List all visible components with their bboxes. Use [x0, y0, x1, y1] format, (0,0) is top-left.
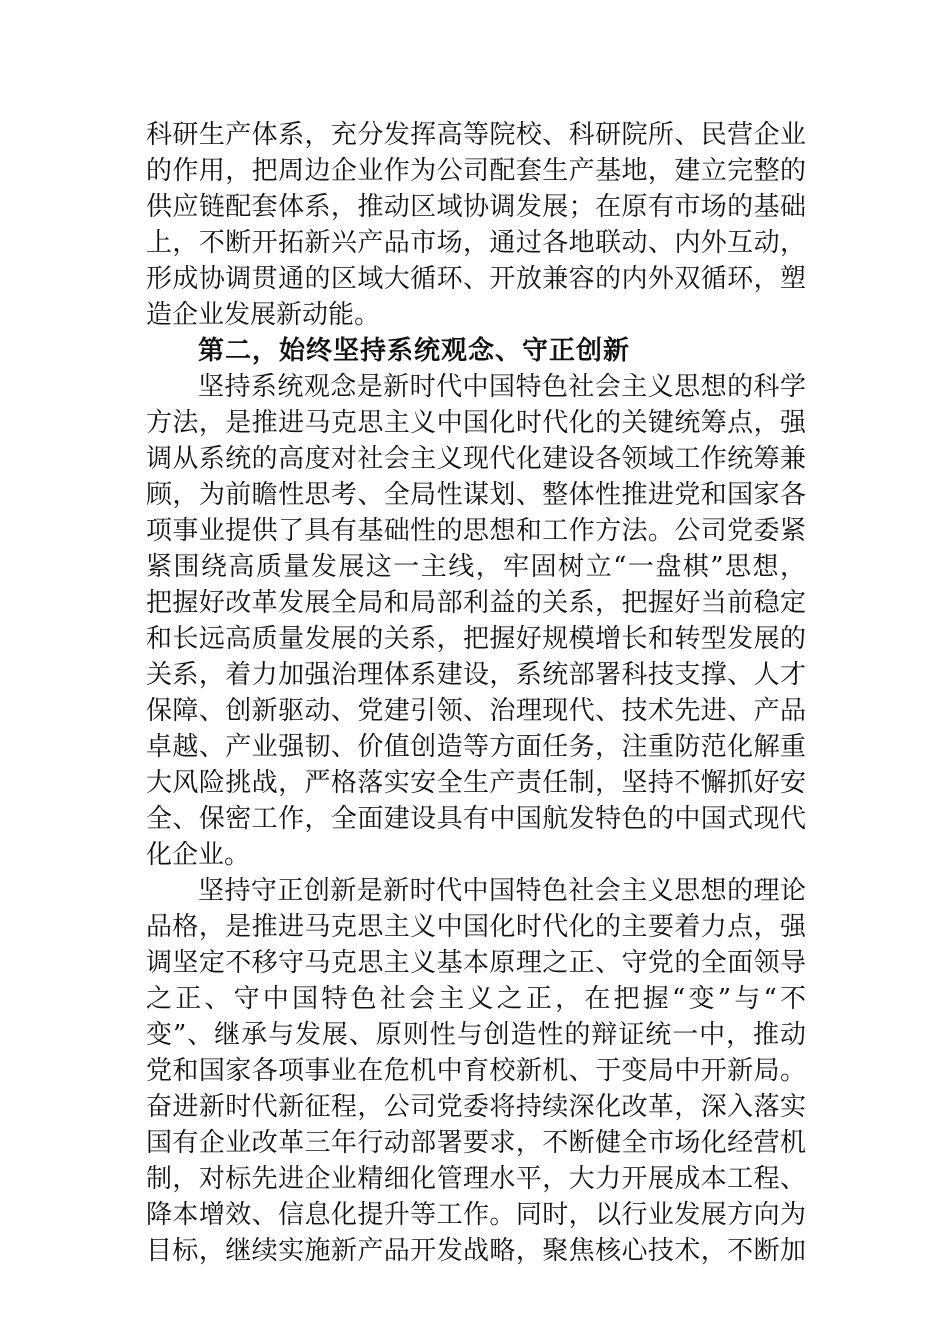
- paragraph-line: 方法，是推进马克思主义中国化时代化的关键统筹点，强: [146, 408, 806, 438]
- paragraph-line: 品格，是推进马克思主义中国化时代化的主要着力点，强: [146, 912, 806, 942]
- paragraph-first-line: 坚持守正创新是新时代中国特色社会主义思想的理论: [198, 876, 806, 906]
- paragraph-line: 科研生产体系，充分发挥高等院校、科研院所、民营企业: [146, 120, 806, 150]
- paragraph-line: 造企业发展新动能。: [146, 300, 381, 330]
- paragraph-line: 和长远高质量发展的关系，把握好规模增长和转型发展的: [146, 624, 806, 654]
- paragraph-line: 顾，为前瞻性思考、全局性谋划、整体性推进党和国家各: [146, 480, 806, 510]
- paragraph-first-line: 坚持系统观念是新时代中国特色社会主义思想的科学: [198, 372, 806, 402]
- paragraph-line: 紧围绕高质量发展这一主线，牢固树立“一盘棋”思想，: [146, 552, 806, 582]
- paragraph-line: 大风险挑战，严格落实安全生产责任制，坚持不懈抓好安: [146, 768, 806, 798]
- paragraph-line: 变”、继承与发展、原则性与创造性的辩证统一中，推动: [146, 1020, 806, 1050]
- paragraph-line: 卓越、产业强韧、价值创造等方面任务，注重防范化解重: [146, 732, 806, 762]
- paragraph-line: 调坚定不移守马克思主义基本原理之正、守党的全面领导: [146, 948, 806, 978]
- paragraph-line: 供应链配套体系，推动区域协调发展；在原有市场的基础: [146, 192, 806, 222]
- paragraph-line: 化企业。: [146, 840, 251, 870]
- paragraph-line: 降本增效、信息化提升等工作。同时，以行业发展方向为: [146, 1200, 806, 1230]
- paragraph-line: 目标，继续实施新产品开发战略，聚焦核心技术，不断加: [146, 1236, 806, 1266]
- paragraph-line: 项事业提供了具有基础性的思想和工作方法。公司党委紧: [146, 516, 806, 546]
- paragraph-line: 形成协调贯通的区域大循环、开放兼容的内外双循环，塑: [146, 264, 806, 294]
- paragraph-line: 调从系统的高度对社会主义现代化建设各领域工作统筹兼: [146, 444, 806, 474]
- paragraph-line: 保障、创新驱动、党建引领、治理现代、技术先进、产品: [146, 696, 806, 726]
- paragraph-line: 制，对标先进企业精细化管理水平，大力开展成本工程、: [146, 1164, 806, 1194]
- section-heading: 第二，始终坚持系统观念、守正创新: [198, 336, 631, 366]
- paragraph-line: 奋进新时代新征程，公司党委将持续深化改革，深入落实: [146, 1092, 806, 1122]
- paragraph-line: 的作用，把周边企业作为公司配套生产基地，建立完整的: [146, 156, 806, 186]
- paragraph-line: 把握好改革发展全局和局部利益的关系，把握好当前稳定: [146, 588, 806, 618]
- paragraph-line: 国有企业改革三年行动部署要求，不断健全市场化经营机: [146, 1128, 806, 1158]
- paragraph-line: 上，不断开拓新兴产品市场，通过各地联动、内外互动，: [146, 228, 806, 258]
- paragraph-line: 全、保密工作，全面建设具有中国航发特色的中国式现代: [146, 804, 806, 834]
- paragraph-line: 党和国家各项事业在危机中育校新机、于变局中开新局。: [146, 1056, 806, 1086]
- paragraph-line: 关系，着力加强治理体系建设，系统部署科技支撑、人才: [146, 660, 806, 690]
- paragraph-line: 之正、守中国特色社会主义之正，在把握“变”与“不: [146, 984, 806, 1014]
